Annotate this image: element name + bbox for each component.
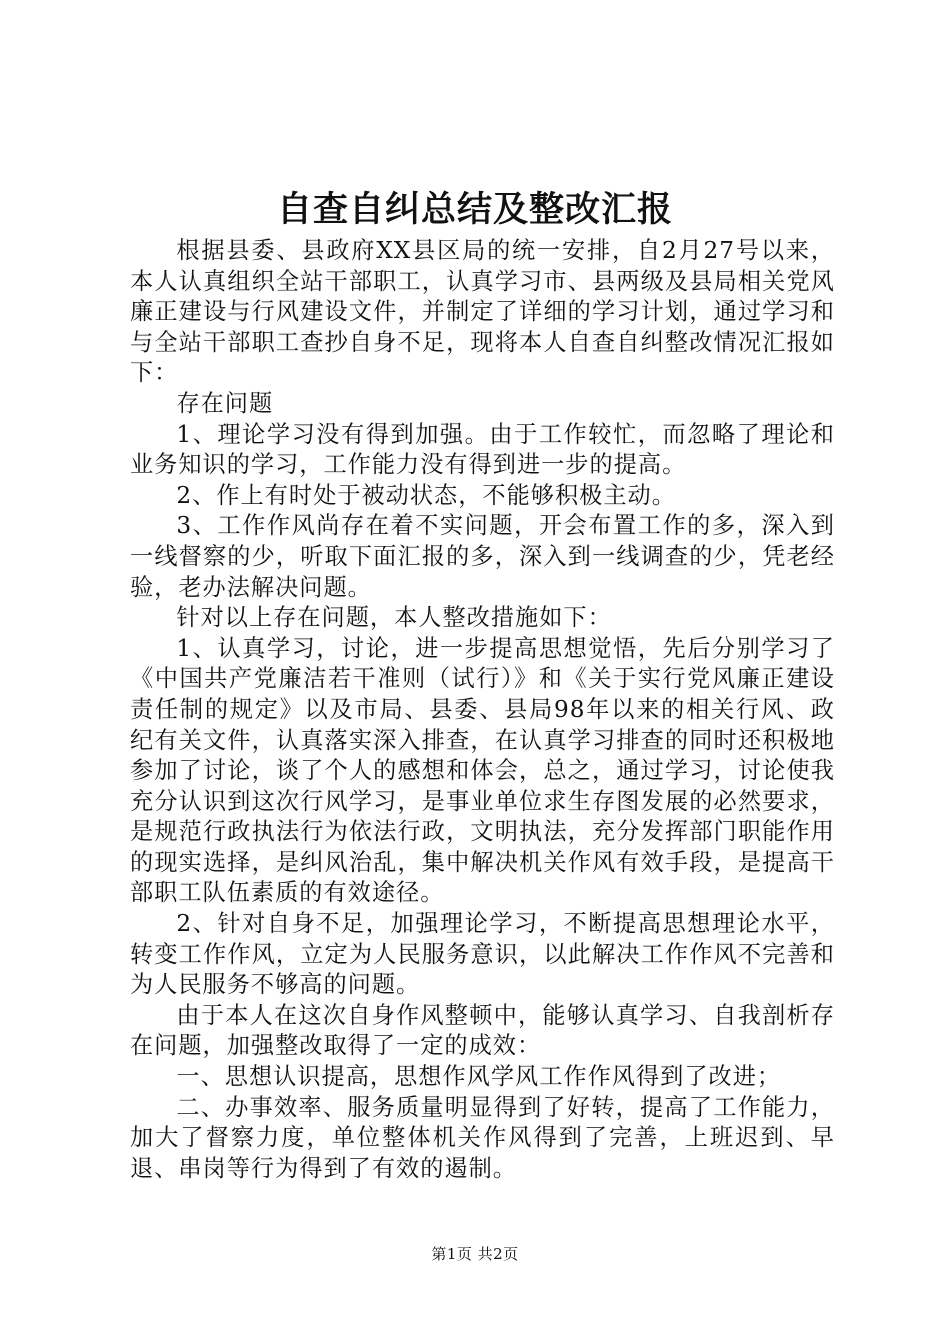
paragraph-problem-3: 3、工作作风尚存在着不实问题，开会布置工作的多，深入到一线督察的少，听取下面汇报的多，深入到一线调查的少，凭老经验，老办法解决问题。 <box>130 512 835 601</box>
paragraph-problem-2: 2、作上有时处于被动状态，不能够积极主动。 <box>176 481 676 509</box>
paragraph-measure-1: 1、认真学习，讨论，进一步提高思想觉悟，先后分别学习了《中国共产党廉洁若干准则（试行）》和《关于实行党风廉正建设责任制的规定》以及市局、县委、县局98年以来的相关行风、政纪有关文件，认真落实深入排查，在认真学习排查的同时还积极地参加了讨论，谈了个人的感想和体会，总之，通过学习，讨论使我充分认识到这次行风学习，是事业单位求生存图发展的必然要求，是规范行政执法行为依法行政，文明执法，充分发挥部门职能作用的现实选择，是纠风治乱，集中解决机关作风有效手段，是提高干部职工队伍素质的有效途径。 <box>130 634 835 907</box>
paragraph-measure-2: 2、针对自身不足，加强理论学习，不断提高思想理论水平，转变工作作风，立定为人民服务意识，以此解决工作作风不完善和为人民服务不够高的问题。 <box>130 910 835 999</box>
paragraph-measures-heading: 针对以上存在问题，本人整改措施如下： <box>176 604 612 632</box>
document-title: 自查自纠总结及整改汇报 <box>276 189 673 230</box>
page-number-footer: 第1页 共2页 <box>431 1245 519 1263</box>
paragraph-intro: 根据县委、县政府XX县区局的统一安排，自2月27号以来，本人认真组织全站干部职工，认真学习市、县两级及县局相关党风廉正建设与行风建设文件，并制定了详细的学习计划，通过学习和与全站干部职工查抄自身不足，现将本人自查自纠整改情况汇报如下： <box>130 237 835 387</box>
paragraph-problems-heading: 存在问题 <box>176 389 274 417</box>
document-body <box>130 236 835 1184</box>
paragraph-results-intro: 由于本人在这次自身作风整顿中，能够认真学习、自我剖析存在问题，加强整改取得了一定的成效： <box>130 1001 835 1060</box>
paragraph-result-1: 一、思想认识提高，思想作风学风工作作风得到了改进； <box>176 1063 782 1091</box>
paragraph-problem-1: 1、理论学习没有得到加强。由于工作较忙，而忽略了理论和业务知识的学习，工作能力没有得到进一步的提高。 <box>130 420 835 479</box>
paragraph-result-2: 二、办事效率、服务质量明显得到了好转，提高了工作能力，加大了督察力度，单位整体机关作风得到了完善，上班迟到、早退、串岗等行为得到了有效的遏制。 <box>130 1093 835 1182</box>
